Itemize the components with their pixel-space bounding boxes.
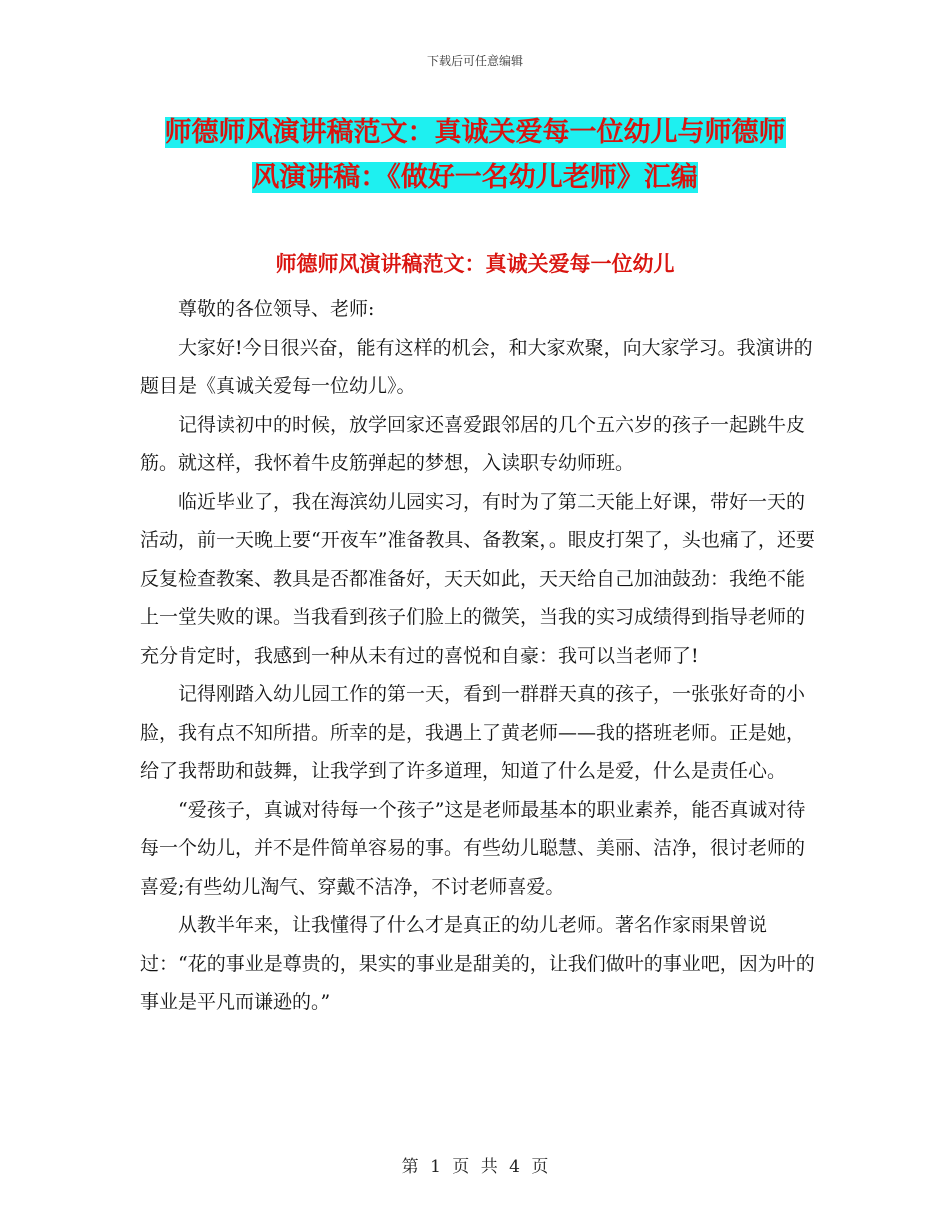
body-paragraph: 记得读初中的时候，放学回家还喜爱跟邻居的几个五六岁的孩子一起跳牛皮筋。就这样，我怀着牛皮筋弹起的梦想，入读职专幼师班。 <box>140 413 806 474</box>
page-number: 第 1 页 共 4 页 <box>401 1157 549 1177</box>
body-paragraph: 临近毕业了，我在海滨幼儿园实习，有时为了第二天能上好课，带好一天的活动，前一天晚上要“开夜车”准备教具、备教案，。眼皮打架了，头也痛了，还要反复检查教案、教具是否都准备好，天天如此，天天给自己加油鼓劲：我绝不能上一堂失败的课。当我看到孩子们脸上的微笑，当我的实习成绩得到指导老师的充分肯定时，我感到一种从未有过的喜悦和自豪：我可以当老师了! <box>140 490 815 667</box>
body-paragraph: 记得刚踏入幼儿园工作的第一天，看到一群群天真的孩子，一张张好奇的小脸，我有点不知所措。所幸的是，我遇上了黄老师——我的搭班老师。正是她，给了我帮助和鼓舞，让我学到了许多道理，知道了什么是爱，什么是责任心。 <box>140 683 806 782</box>
body-paragraph: 大家好!今日很兴奋，能有这样的机会，和大家欢聚，向大家学习。我演讲的题目是《真诚关爱每一位幼儿》。 <box>140 336 813 397</box>
page-header-note: 下载后可任意编辑 <box>426 54 523 68</box>
document-title <box>140 110 810 200</box>
body-paragraph: “爱孩子，真诚对待每一个孩子”这是老师最基本的职业素养，能否真诚对待每一个幼儿，并不是件简单容易的事。有些幼儿聪慧、美丽、洁净，很讨老师的喜爱;有些幼儿淘气、穿戴不洁净，不讨老师喜爱。 <box>140 798 806 898</box>
speech-body <box>140 290 815 1022</box>
section-subtitle: 师德师风演讲稿范文：真诚关爱每一位幼儿 <box>275 252 675 276</box>
salutation: 尊敬的各位领导、老师: <box>178 298 375 320</box>
title-line-1: 师德师风演讲稿范文：真诚关爱每一位幼儿与师德师 <box>164 117 786 148</box>
body-paragraph: 从教半年来，让我懂得了什么才是真正的幼儿老师。著名作家雨果曾说过：“花的事业是尊贵的，果实的事业是甜美的，让我们做叶的事业吧，因为叶的事业是平凡而谦逊的。” <box>140 914 815 1013</box>
title-line-2: 风演讲稿：《做好一名幼儿老师》汇编 <box>252 162 698 193</box>
